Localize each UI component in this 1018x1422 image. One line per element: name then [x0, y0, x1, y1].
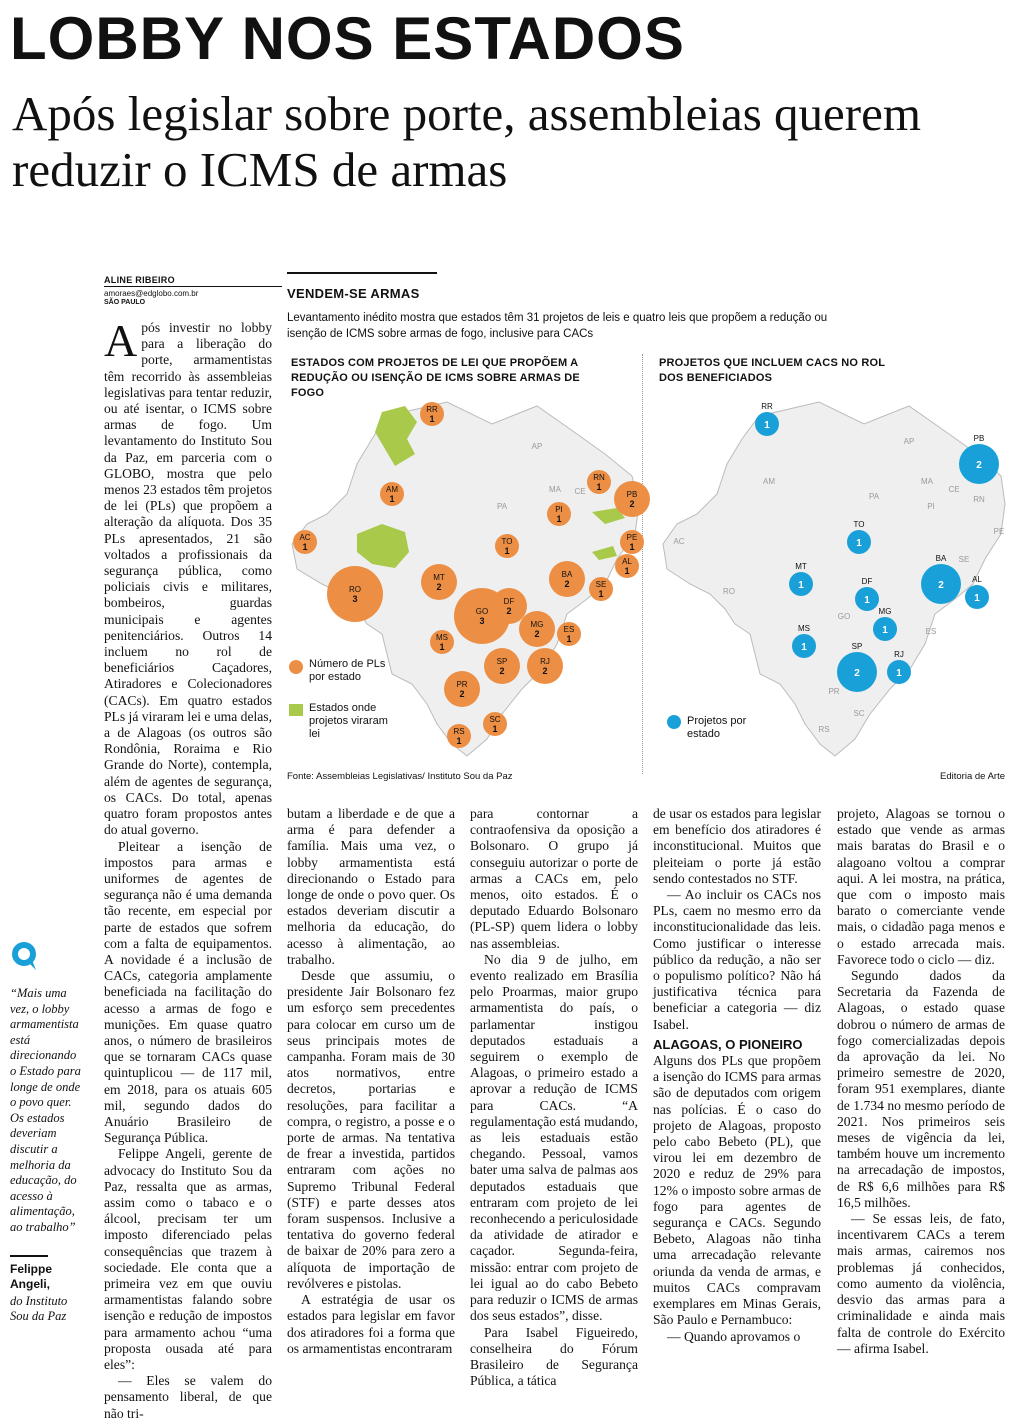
- right-count-al: 1: [974, 593, 980, 604]
- left-count-rn: 1: [596, 482, 602, 492]
- left-label-rj: RJ: [540, 657, 550, 666]
- legend-law-label: Estados onde projetos viraram lei: [309, 702, 388, 740]
- right-label-ms: MS: [798, 624, 810, 633]
- left-label-mg: MG: [530, 620, 544, 629]
- right-label-es: ES: [925, 627, 937, 636]
- left-label-al: AL: [622, 557, 632, 566]
- right-count-df: 1: [864, 595, 870, 606]
- left-label-pb: PB: [626, 490, 638, 499]
- right-label-pi: PI: [927, 502, 935, 511]
- right-count-mg: 1: [882, 625, 888, 636]
- left-count-sp: 2: [499, 666, 505, 676]
- left-count-to: 1: [504, 546, 510, 556]
- article-column-4: [653, 806, 821, 1344]
- legend-cac-label: Projetos por estado: [687, 715, 747, 740]
- right-label-mt: MT: [795, 562, 807, 571]
- paragraph: projeto, Alagoas se tornou o estado que vende as armas mais baratas do Brasil e o alagoano voltou a comprar aqui. A lei mostra, na prática, que com o imposto mais barato o comerciante vende mais, o cidadão paga menos e o estado arrecada mais. Favorece todo o ciclo — diz.: [837, 806, 1005, 967]
- right-count-to: 1: [856, 538, 862, 549]
- right-label-to: TO: [853, 520, 865, 529]
- left-label-ro: RO: [349, 585, 361, 594]
- paragraph: No dia 9 de julho, em evento realizado em Brasília pelo Proarmas, maior grupo armamentista do país, o parlamentar instigou deputados estaduais a seguirem o exemplo de Alagoas, o primeiro estado a aprovar a redução de ICMS para CACs. “A regulamentação está mudando, as leis estaduais estão chegando. Pessoal, vamos bater uma salva de palmas aos deputados estaduais que entraram com projeto de lei reconhecendo a periculosidade da atividade de atirador e caçador. Segunda-feira, missão: entrar com projeto de lei igual ao do cabo Bebeto para reduzir o ICMS de armas dos seus estados”, disse.: [470, 951, 638, 1324]
- right-label-go: GO: [837, 612, 851, 621]
- right-label-rj: RJ: [894, 650, 904, 659]
- quote-role: do Instituto Sou da Paz: [10, 1294, 68, 1323]
- infographic-title: VENDEM-SE ARMAS: [287, 286, 420, 301]
- left-label-es: ES: [563, 625, 575, 634]
- infographic-lede: Levantamento inédito mostra que estados têm 31 projetos de leis e quatro leis que propõem a redução ou isenção de ICMS sobre armas de fogo, inclusive para CACs: [287, 312, 828, 340]
- infographic: [287, 272, 1007, 792]
- left-count-am: 1: [389, 494, 395, 504]
- quote-icon: [10, 940, 42, 972]
- left-label-ma: MA: [549, 485, 561, 494]
- headline: Após legislar sobre porte, assembleias querem reduzir o ICMS de armas: [12, 86, 921, 197]
- left-count-al: 1: [624, 566, 630, 576]
- right-label-se: SE: [958, 555, 970, 564]
- right-label-ma: MA: [921, 477, 933, 486]
- right-label-df: DF: [861, 577, 873, 586]
- paragraph: para contornar a contraofensiva da oposição a Bolsonaro. O grupo já conseguiu autorizar o porte de armas a CACs em, pelo menos, oito estados. É o deputado Eduardo Bolsonaro (PL-SP) quem lidera o lobby nas assembleias.: [470, 806, 638, 951]
- right-label-pb: PB: [973, 434, 985, 443]
- paragraph: A estratégia de usar os estados para legislar em favor dos atiradores foi a forma que os armamentistas encontraram: [287, 1292, 455, 1356]
- left-label-pe: PE: [626, 533, 638, 542]
- right-label-ro: RO: [723, 587, 735, 596]
- left-label-go: GO: [475, 607, 489, 616]
- left-label-se: SE: [595, 580, 607, 589]
- left-label-ms: MS: [436, 633, 448, 642]
- map-divider: [642, 354, 643, 774]
- right-label-ap: AP: [903, 437, 915, 446]
- paragraph: — Quando aprovamos o: [667, 1328, 801, 1344]
- right-label-al: AL: [972, 575, 982, 584]
- section-subhead: ALAGOAS, O PIONEIRO: [653, 1036, 803, 1052]
- right-count-mt: 1: [798, 580, 804, 591]
- right-label-am: AM: [763, 477, 775, 486]
- left-label-mt: MT: [433, 573, 445, 582]
- left-label-pa: PA: [496, 502, 508, 511]
- right-label-ce: CE: [948, 485, 960, 494]
- right-count-ba: 2: [938, 580, 944, 591]
- left-count-rj: 2: [542, 666, 548, 676]
- byline-email[interactable]: amoraes@edglobo.com.br: [104, 289, 199, 298]
- left-label-rs: RS: [453, 727, 465, 736]
- right-map-title: PROJETOS QUE INCLUEM CACS NO ROL DOS BENEFICIADOS: [659, 357, 886, 384]
- infographic-credit: Editoria de Arte: [940, 771, 1005, 782]
- left-count-ro: 3: [352, 594, 358, 604]
- right-label-rr: RR: [761, 402, 773, 411]
- paragraph: — Ao incluir os CACs nos PLs, caem no mesmo erro da inconstitucionalidade das leis. Como justificar o interesse público da redução, a não ser o populismo político? Não há justificativa técnica para beneficiar a categoria — diz Isabel.: [653, 887, 821, 1032]
- right-label-pe: PE: [993, 527, 1005, 536]
- left-count-sc: 1: [492, 724, 498, 734]
- left-count-go: 3: [479, 616, 485, 626]
- byline: [104, 275, 282, 306]
- byline-author: ALINE RIBEIRO: [104, 275, 282, 287]
- right-count-ms: 1: [801, 642, 807, 653]
- paragraph: — Eles se valem do pensamento liberal, de que não tri-: [104, 1373, 272, 1421]
- left-count-pb: 2: [629, 499, 635, 509]
- paragraph: Segundo dados da Secretaria da Fazenda de Alagoas, o estado quase dobrou o número de armas de fogo comercializadas depois da aprovação da lei. No primeiro semestre de 2020, foram 951 exemplares, diante de 1.734 no mesmo período de 2021. Nos primeiros seis meses de vigência da lei, também houve um incremento na arrecadação de impostos, de R$ 6,6 milhões para R$ 16,5 milhões.: [837, 968, 1005, 1210]
- pull-quote: “Mais uma vez, o lobby armamentista está direcionando o Estado para longe de onde o povo quer. Os estados deveriam discutir a melhoria da educação, do acesso à alimentação, ao trabalho”: [10, 986, 81, 1234]
- right-map: [659, 384, 1007, 764]
- drop-cap: A: [104, 315, 138, 366]
- left-count-rr: 1: [429, 414, 435, 424]
- left-count-pe: 1: [629, 542, 635, 552]
- left-count-es: 1: [566, 634, 572, 644]
- left-label-df: DF: [503, 597, 515, 606]
- right-label-rs: RS: [818, 725, 830, 734]
- left-count-mt: 2: [436, 582, 442, 592]
- left-label-ba: BA: [561, 570, 573, 579]
- right-label-mg: MG: [878, 607, 892, 616]
- paragraph: Após investir no lobby para a liberação do porte, armamentistas têm recorrido às assembleias legislativas para tentar reduzir, ou até isentar, o ICMS sobre armas de fogo. Um levantamento do Instituto Sou da Paz, em parceria com o GLOBO, mostra que pelo menos 23 estados têm projetos de lei (PLs) que propõem a alteração da alíquota. Dos 35 PLs apresentados, 21 são voltados a profissionais da segurança pública, como policiais civis e militares, bombeiros, guardas municipais e agentes penitenciários. Outros 14 incluem no rol de beneficiários Caçadores, Atiradores e Colecionadores (CACs). Em quatro estados PLs já viraram lei e uma delas, a de Alagoas (os outros são Rondônia, Roraima e Rio Grande do Norte), contempla, além de agentes de segurança, os CACs. Do total, apenas quatro foram propostos antes do atual governo.: [104, 315, 272, 838]
- legend-cac-dot: [667, 715, 681, 729]
- paragraph: Alguns dos PLs que propõem a isenção do ICMS para armas são de deputados com origem nas polícias. É o caso do projeto de Alagoas, proposto pelo cabo Bebeto (PL), que virou lei em dezembro de 2020 e reduz de 29% para 12% o imposto sobre armas de fogo para agentes de segurança e CACs. Segundo Bebeto, Alagoas não tinha uma arrecadação relevante oriunda da venda de armas, e muitos CACs compravam exemplares em Minas Gerais, São Paulo e Pernambuco:: [653, 1053, 821, 1328]
- right-count-sp: 2: [854, 668, 860, 679]
- left-count-mg: 2: [534, 629, 540, 639]
- infographic-rule: [287, 272, 437, 274]
- right-label-ac: AC: [673, 537, 685, 546]
- right-label-ba: BA: [935, 554, 947, 563]
- section-kicker: LOBBY NOS ESTADOS: [10, 5, 685, 72]
- right-label-pr: PR: [828, 687, 840, 696]
- paragraph: Para Isabel Figueiredo, conselheira do Fórum Brasileiro de Segurança Pública, a tática: [470, 1324, 638, 1389]
- left-label-ac: AC: [299, 533, 311, 542]
- left-count-ac: 1: [302, 542, 308, 552]
- left-label-rr: RR: [426, 405, 438, 414]
- left-label-rn: RN: [593, 473, 605, 482]
- right-count-rr: 1: [764, 420, 770, 431]
- legend-pl-label: Número de PLs por estado: [309, 658, 386, 683]
- left-label-to: TO: [501, 537, 513, 546]
- paragraph: Felippe Angeli, gerente de advocacy do Instituto Sou da Paz, ressalta que as armas, assim como o tabaco e o álcool, precisam ter um imposto diferenciado pelas consequências que trazem à sociedade. Ele conta que a primeira vez em que ouviu armamentistas falando sobre isenção e redução de impostos para armamento achou “uma proposta ousada até para eles”:: [104, 1146, 272, 1372]
- infographic-source: Fonte: Assembleias Legislativas/ Instituto Sou da Paz: [287, 771, 513, 782]
- right-label-rn: RN: [973, 495, 985, 504]
- paragraph: Desde que assumiu, o presidente Jair Bolsonaro fez um esforço sem precedentes para colocar em curso um de seus principais motes de campanha. Foram mais de 30 atos normativos, entre decretos, portarias e resoluções, para facilitar a compra, o registro, a posse e o porte de armas. Na tentativa de frear a investida, partidos entraram com ações no Supremo Tribunal Federal (STF) e parte desses atos foram suspensos. Inclusive a tentativa do governo federal de baixar de 20% para zero a alíquota de importação de revólveres e pistolas.: [287, 968, 455, 1291]
- left-label-pr: PR: [456, 680, 468, 689]
- left-count-pr: 2: [459, 689, 465, 699]
- right-label-sp: SP: [851, 642, 863, 651]
- right-count-pb: 2: [976, 460, 982, 471]
- left-label-ce: CE: [574, 487, 586, 496]
- left-count-ba: 2: [564, 579, 570, 589]
- article-column-5: [837, 806, 1005, 1356]
- left-map-title: ESTADOS COM PROJETOS DE LEI QUE PROPÕEM A REDUÇÃO OU ISENÇÃO DE ICMS SOBRE ARMAS DE FOGO: [291, 357, 580, 399]
- right-count-rj: 1: [896, 668, 902, 679]
- paragraph: Pleitear a isenção de impostos para armas e uniformes de agentes de segurança não é uma demanda tão recente, em especial por parte de estados que sofrem com a falta de equipamentos. A novidade é a inclusão de CACs, categoria amplamente beneficiada na facilitação do acesso a armas de fogo e munições. Em quase quatro anos, o número de brasileiros que se tornaram CACs quase quintuplicou — de 117 mil, em 2018, para os atuais 605 mil, segundo dados do Anuário Brasileiro de Segurança Pública.: [104, 838, 272, 1146]
- paragraph: butam a liberdade e de que a arma é para defender a família. Mais uma vez, o lobby armamentista está direcionando o Estado para longe de onde o povo quer. Os estados deveriam discutir a melhoria da educação, do acesso à alimentação, ao trabalho.: [287, 806, 455, 967]
- paragraph: de usar os estados para legislar em benefício dos atiradores é inconstitucional. Muitos que pleiteiam o porte já estão sendo contestados no STF.: [653, 806, 821, 886]
- left-label-ap: AP: [531, 442, 543, 451]
- left-count-ms: 1: [439, 642, 445, 652]
- paragraph: — Se essas leis, de fato, incentivarem CACs a terem mais armas, cairemos nos problemas já conhecidos, como aumento da violência, desvio das armas para a criminalidade e ainda mais falta de controle do Exército — afirma Isabel.: [837, 1211, 1005, 1356]
- left-label-am: AM: [386, 485, 398, 494]
- left-count-pi: 1: [556, 514, 562, 524]
- left-count-df: 2: [506, 606, 512, 616]
- left-count-rs: 1: [456, 736, 462, 746]
- left-label-sp: SP: [496, 657, 508, 666]
- article-column-2: [287, 806, 455, 1356]
- left-label-sc: SC: [489, 715, 501, 724]
- legend-pl-dot: [289, 660, 303, 674]
- quote-name: Felippe Angeli,: [10, 1262, 53, 1291]
- quote-rule: [10, 1255, 48, 1257]
- right-label-pa: PA: [868, 492, 880, 501]
- article-column-1: [104, 315, 272, 1421]
- right-label-sc: SC: [853, 709, 865, 718]
- article-column-3: [470, 806, 638, 1389]
- legend-law-square: [289, 704, 303, 716]
- left-label-pi: PI: [555, 505, 563, 514]
- left-count-se: 1: [598, 589, 604, 599]
- byline-place: SÃO PAULO: [104, 299, 146, 306]
